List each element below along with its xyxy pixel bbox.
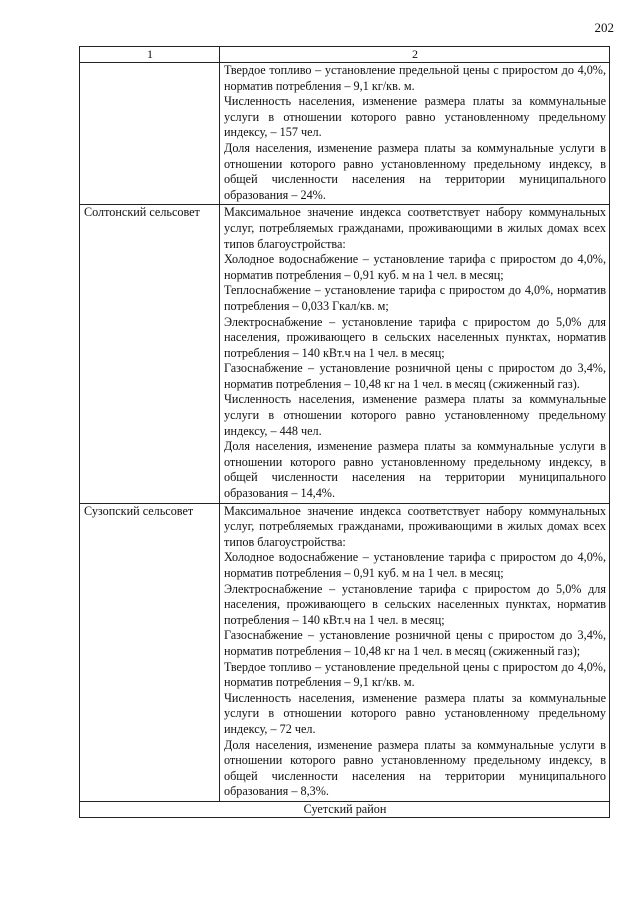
description-cell: [220, 503, 610, 801]
region-cell: [80, 63, 220, 205]
table-row: [80, 63, 610, 205]
paragraph: Численность населения, изменение размера платы за коммунальные услуги в отношении которого равно установленному предельному индексу, – 72 чел.: [224, 690, 606, 736]
paragraph: Газоснабжение – установление розничной цены с приростом до 3,4%, норматив потребления – 10,48 кг на 1 чел. в месяц (сжиженный газ);: [224, 628, 606, 658]
paragraph: Доля населения, изменение размера платы за коммунальные услуги в отношении которого равно установленному предельному индексу, в общей численности населения на территории муниципального образования – 24%.: [224, 140, 606, 202]
index-table: [79, 46, 610, 818]
paragraph: Твердое топливо – установление предельной цены с приростом до 4,0%, норматив потребления – 9,1 кг/кв. м.: [224, 63, 606, 93]
district-row: [80, 801, 610, 817]
table-row: [80, 503, 610, 801]
paragraph: Доля населения, изменение размера платы за коммунальные услуги в отношении которого равно установленному предельному индексу, в общей численности населения на территории муниципального образования – 8,3%.: [224, 737, 606, 799]
paragraph: Численность населения, изменение размера платы за коммунальные услуги в отношении которого равно установленному предельному индексу, – 448 чел.: [224, 392, 606, 438]
paragraph: Холодное водоснабжение – установление тарифа с приростом до 4,0%, норматив потребления – 0,91 куб. м на 1 чел. в месяц;: [224, 252, 606, 282]
paragraph: Доля населения, изменение размера платы за коммунальные услуги в отношении которого равно установленному предельному индексу, в общей численности населения на территории муниципального образования – 14,4%.: [224, 439, 606, 501]
region-name: Сузопский сельсовет: [84, 503, 194, 518]
table-row: [80, 205, 610, 503]
header-col-2: 2: [220, 47, 610, 63]
paragraph: Теплоснабжение – установление тарифа с приростом до 4,0%, норматив потребления – 0,033 Гкал/кв. м;: [224, 283, 606, 313]
page-number: 202: [594, 20, 614, 35]
paragraph: Твердое топливо – установление предельной цены с приростом до 4,0%, норматив потребления – 9,1 кг/кв. м.: [224, 659, 606, 690]
region-name: Солтонский сельсовет: [84, 205, 200, 220]
district-heading: Суетский район: [80, 801, 610, 817]
paragraph: Электроснабжение – установление тарифа с приростом до 5,0% для населения, проживающего в сельских населенных пунктах, норматив потребления – 140 кВт.ч на 1 чел. в месяц;: [224, 314, 606, 360]
description-cell: [220, 205, 610, 503]
paragraph: Электроснабжение – установление тарифа с приростом до 5,0% для населения, проживающего в сельских населенных пунктах, норматив потребления – 140 кВт.ч на 1 чел. в месяц;: [224, 581, 606, 627]
table-header-row: [80, 47, 610, 63]
paragraph: Максимальное значение индекса соответствует набору коммунальных услуг, потребляемых гражданами, проживающими в жилых домах всех типов благоустройства:: [224, 205, 606, 251]
paragraph: Максимальное значение индекса соответствует набору коммунальных услуг, потребляемых гражданами, проживающими в жилых домах всех типов благоустройства:: [224, 503, 606, 549]
region-cell: [80, 205, 220, 503]
paragraph: Численность населения, изменение размера платы за коммунальные услуги в отношении которого равно установленному предельному индексу, – 157 чел.: [224, 94, 606, 140]
paragraph: Холодное водоснабжение – установление тарифа с приростом до 4,0%, норматив потребления – 0,91 куб. м на 1 чел. в месяц;: [224, 550, 606, 580]
header-col-1: 1: [80, 47, 220, 63]
region-cell: [80, 503, 220, 801]
paragraph: Газоснабжение – установление розничной цены с приростом до 3,4%, норматив потребления – 10,48 кг на 1 чел. в месяц (сжиженный газ).: [224, 361, 606, 391]
description-cell: [220, 63, 610, 205]
